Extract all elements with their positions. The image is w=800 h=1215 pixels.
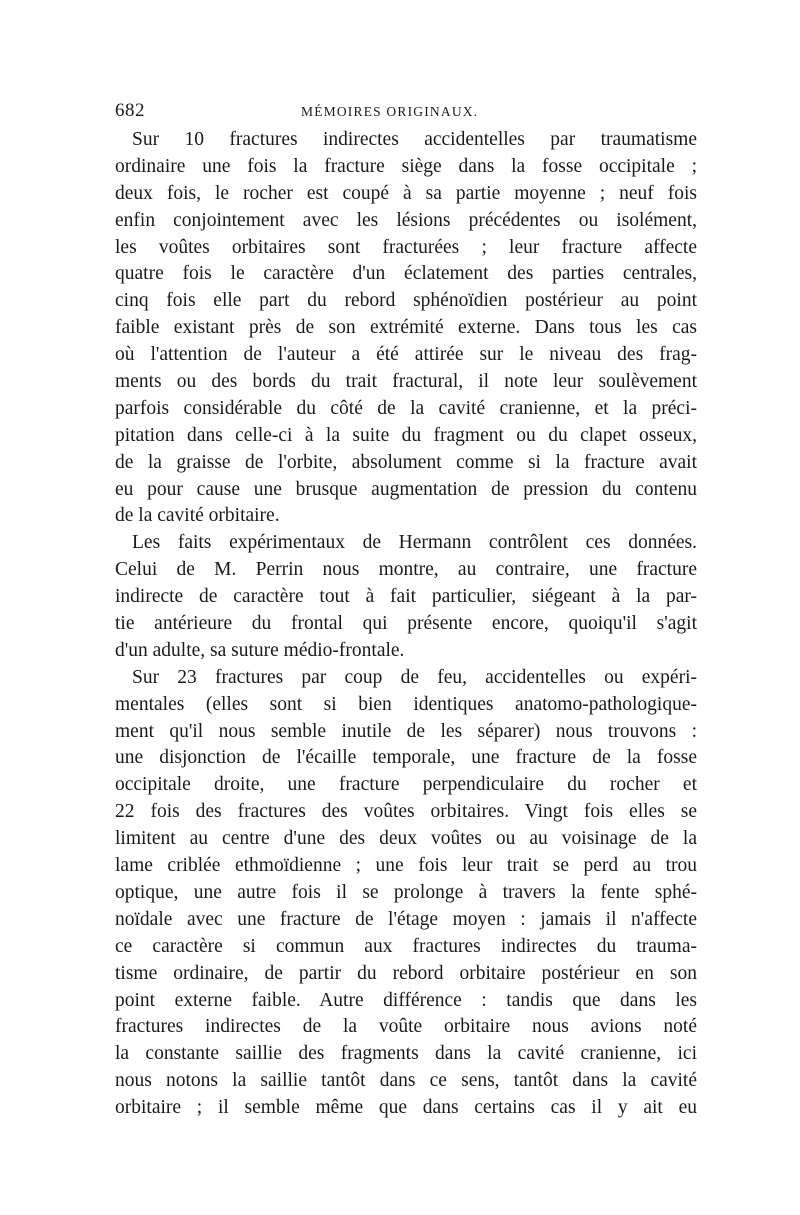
text-line: deux fois, le rocher est coupé à sa partie moyenne ; neuf fois (115, 182, 697, 204)
text-line: de la cavité orbitaire. (115, 505, 280, 527)
text-line: ce caractère si commun aux fractures indirectes du trauma- (115, 935, 697, 957)
text-line: orbitaire ; il semble même que dans certains cas il y ait eu (115, 1097, 697, 1119)
text-line: tisme ordinaire, de partir du rebord orbitaire postérieur en son (115, 962, 697, 984)
text-line: indirecte de caractère tout à fait particulier, siégeant à la par- (115, 586, 697, 608)
text-line: de la graisse de l'orbite, absolument comme si la fracture avait (115, 451, 697, 473)
text-line: nous notons la saillie tantôt dans ce sens, tantôt dans la cavité (115, 1070, 697, 1092)
text-line: Les faits expérimentaux de Hermann contrôlent ces données. (132, 532, 697, 554)
text-line: quatre fois le caractère d'un éclatement des parties centrales, (115, 263, 697, 285)
running-title: MÉMOIRES ORIGINAUX. (301, 104, 479, 119)
text-line: occipitale droite, une fracture perpendiculaire du rocher et (115, 774, 697, 796)
text-line: Sur 10 fractures indirectes accidentelles par traumatisme (132, 129, 697, 150)
text-line: d'un adulte, sa suture médio-frontale. (115, 639, 405, 661)
text-line: eu pour cause une brusque augmentation de pression du contenu (115, 478, 697, 500)
text-line: 22 fois des fractures des voûtes orbitaires. Vingt fois elles se (115, 801, 697, 823)
text-line: enfin conjointement avec les lésions précédentes ou isolément, (115, 209, 697, 231)
text-line: optique, une autre fois il se prolonge à travers la fente sphé- (115, 881, 697, 903)
text-line: fractures indirectes de la voûte orbitaire nous avions noté (115, 1016, 697, 1038)
body-text (115, 127, 697, 1122)
text-line: ments ou des bords du trait fractural, il note leur soulèvement (115, 371, 697, 393)
text-line: ordinaire une fois la fracture siège dans la fosse occipitale ; (115, 155, 697, 177)
text-line: point externe faible. Autre différence : tandis que dans les (115, 989, 697, 1011)
text-line: parfois considérable du côté de la cavité cranienne, et la préci- (115, 397, 697, 419)
text-line: Celui de M. Perrin nous montre, au contraire, une fracture (115, 559, 697, 581)
text-line: ment qu'il nous semble inutile de les séparer) nous trouvons : (115, 720, 697, 742)
text-line: limitent au centre d'une des deux voûtes ou au voisinage de la (115, 828, 697, 850)
text-line: les voûtes orbitaires sont fracturées ; leur fracture affecte (115, 236, 697, 258)
text-line: la constante saillie des fragments dans la cavité cranienne, ici (115, 1043, 697, 1065)
text-line: où l'attention de l'auteur a été attirée sur le niveau des frag- (115, 344, 697, 366)
text-line: lame criblée ethmoïdienne ; une fois leur trait se perd au trou (115, 855, 697, 877)
text-line: une disjonction de l'écaille temporale, une fracture de la fosse (115, 747, 697, 769)
text-line: tie antérieure du frontal qui présente encore, quoiqu'il s'agit (115, 613, 697, 635)
text-line: mentales (elles sont si bien identiques anatomo-pathologique- (115, 693, 697, 715)
page-number: 682 (115, 100, 145, 121)
text-line: noïdale avec une fracture de l'étage moyen : jamais il n'affecte (115, 908, 697, 930)
page-header (115, 100, 697, 124)
text-line: cinq fois elle part du rebord sphénoïdien postérieur au point (115, 290, 697, 312)
text-line: pitation dans celle-ci à la suite du fragment ou du clapet osseux, (115, 424, 697, 446)
text-line: Sur 23 fractures par coup de feu, accidentelles ou expéri- (132, 666, 697, 688)
text-line: faible existant près de son extrémité externe. Dans tous les cas (115, 317, 697, 339)
